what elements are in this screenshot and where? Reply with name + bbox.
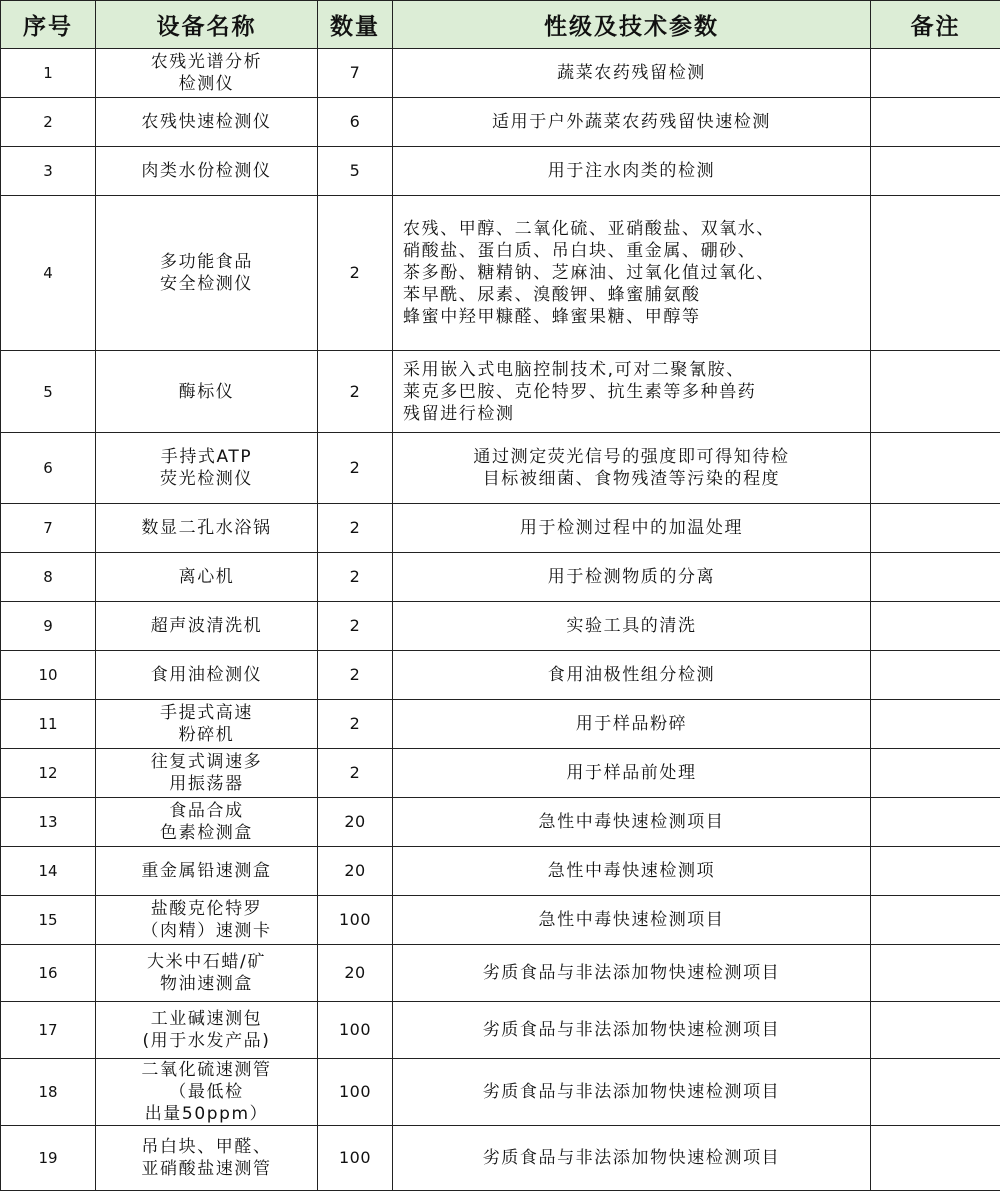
table-row <box>1 433 1000 504</box>
header-name: 设备名称 <box>96 1 318 49</box>
cell-note <box>871 49 1000 98</box>
cell-qty: 20 <box>318 847 393 896</box>
cell-no: 11 <box>1 700 96 749</box>
cell-qty: 2 <box>318 433 393 504</box>
cell-params: 农残、甲醇、二氧化硫、亚硝酸盐、双氧水、 硝酸盐、蛋白质、吊白块、重金属、硼砂、 茶多酚、糖精钠、芝麻油、过氧化值过氧化、 苯早酰、尿素、溴酸钾、蜂蜜脯氨酸 蜂蜜中羟甲糠醛、蜂蜜果糖、甲醇等 <box>393 196 871 351</box>
cell-name: 食用油检测仪 <box>96 651 318 700</box>
cell-name: 农残快速检测仪 <box>96 98 318 147</box>
cell-params: 急性中毒快速检测项目 <box>393 798 871 847</box>
table-row <box>1 700 1000 749</box>
cell-qty: 6 <box>318 98 393 147</box>
table-row <box>1 749 1000 798</box>
cell-note <box>871 351 1000 433</box>
cell-qty: 2 <box>318 602 393 651</box>
cell-name: 大米中石蜡/矿 物油速测盒 <box>96 945 318 1002</box>
cell-params: 蔬菜农药残留检测 <box>393 49 871 98</box>
cell-qty: 100 <box>318 1126 393 1191</box>
cell-no: 9 <box>1 602 96 651</box>
cell-name: 重金属铅速测盒 <box>96 847 318 896</box>
table-row <box>1 98 1000 147</box>
cell-no: 12 <box>1 749 96 798</box>
cell-params: 用于检测过程中的加温处理 <box>393 504 871 553</box>
cell-no: 13 <box>1 798 96 847</box>
cell-no: 4 <box>1 196 96 351</box>
table-row <box>1 1059 1000 1126</box>
table-row <box>1 896 1000 945</box>
cell-name: 手持式ATP 荧光检测仪 <box>96 433 318 504</box>
cell-note <box>871 651 1000 700</box>
cell-params: 急性中毒快速检测项 <box>393 847 871 896</box>
cell-params: 劣质食品与非法添加物快速检测项目 <box>393 1126 871 1191</box>
table-row <box>1 351 1000 433</box>
cell-name: 肉类水份检测仪 <box>96 147 318 196</box>
cell-qty: 100 <box>318 1002 393 1059</box>
table-row <box>1 1002 1000 1059</box>
cell-qty: 5 <box>318 147 393 196</box>
cell-note <box>871 896 1000 945</box>
table-row <box>1 553 1000 602</box>
cell-no: 3 <box>1 147 96 196</box>
cell-no: 16 <box>1 945 96 1002</box>
cell-qty: 2 <box>318 700 393 749</box>
cell-name: 多功能食品 安全检测仪 <box>96 196 318 351</box>
cell-no: 19 <box>1 1126 96 1191</box>
cell-params: 劣质食品与非法添加物快速检测项目 <box>393 945 871 1002</box>
cell-note <box>871 433 1000 504</box>
cell-name: 工业碱速测包 (用于水发产品) <box>96 1002 318 1059</box>
cell-params: 用于样品粉碎 <box>393 700 871 749</box>
cell-note <box>871 504 1000 553</box>
cell-params: 食用油极性组分检测 <box>393 651 871 700</box>
cell-qty: 2 <box>318 553 393 602</box>
cell-note <box>871 147 1000 196</box>
cell-no: 10 <box>1 651 96 700</box>
table-row <box>1 147 1000 196</box>
table-row <box>1 847 1000 896</box>
cell-no: 7 <box>1 504 96 553</box>
cell-params: 适用于户外蔬菜农药残留快速检测 <box>393 98 871 147</box>
cell-params: 用于注水肉类的检测 <box>393 147 871 196</box>
cell-params: 用于检测物质的分离 <box>393 553 871 602</box>
cell-no: 5 <box>1 351 96 433</box>
table-row <box>1 1126 1000 1191</box>
cell-no: 6 <box>1 433 96 504</box>
cell-name: 手提式高速 粉碎机 <box>96 700 318 749</box>
cell-name: 往复式调速多 用振荡器 <box>96 749 318 798</box>
cell-name: 数显二孔水浴锅 <box>96 504 318 553</box>
cell-params: 劣质食品与非法添加物快速检测项目 <box>393 1059 871 1126</box>
cell-name: 吊白块、甲醛、 亚硝酸盐速测管 <box>96 1126 318 1191</box>
cell-note <box>871 749 1000 798</box>
header-qty: 数量 <box>318 1 393 49</box>
table-row <box>1 602 1000 651</box>
table-row <box>1 798 1000 847</box>
table-row <box>1 196 1000 351</box>
cell-qty: 20 <box>318 798 393 847</box>
cell-name: 食品合成 色素检测盒 <box>96 798 318 847</box>
cell-name: 农残光谱分析 检测仪 <box>96 49 318 98</box>
cell-no: 15 <box>1 896 96 945</box>
cell-note <box>871 1126 1000 1191</box>
cell-no: 18 <box>1 1059 96 1126</box>
header-no: 序号 <box>1 1 96 49</box>
table-row <box>1 504 1000 553</box>
table-row <box>1 49 1000 98</box>
cell-note <box>871 945 1000 1002</box>
header-params: 性级及技术参数 <box>393 1 871 49</box>
cell-note <box>871 553 1000 602</box>
cell-qty: 2 <box>318 196 393 351</box>
cell-note <box>871 847 1000 896</box>
cell-no: 17 <box>1 1002 96 1059</box>
cell-qty: 100 <box>318 896 393 945</box>
cell-name: 二氧化硫速测管 （最低检 出量50ppm） <box>96 1059 318 1126</box>
cell-params: 急性中毒快速检测项目 <box>393 896 871 945</box>
cell-qty: 100 <box>318 1059 393 1126</box>
cell-params: 采用嵌入式电脑控制技术,可对二聚氰胺、 莱克多巴胺、克伦特罗、抗生素等多种兽药 残留进行检测 <box>393 351 871 433</box>
cell-params: 通过测定荧光信号的强度即可得知待检 目标被细菌、食物残渣等污染的程度 <box>393 433 871 504</box>
cell-no: 14 <box>1 847 96 896</box>
cell-name: 酶标仪 <box>96 351 318 433</box>
cell-qty: 2 <box>318 749 393 798</box>
cell-qty: 2 <box>318 351 393 433</box>
table-row <box>1 945 1000 1002</box>
cell-note <box>871 602 1000 651</box>
table-row <box>1 651 1000 700</box>
cell-qty: 20 <box>318 945 393 1002</box>
cell-params: 用于样品前处理 <box>393 749 871 798</box>
cell-params: 实验工具的清洗 <box>393 602 871 651</box>
cell-note <box>871 1002 1000 1059</box>
cell-note <box>871 798 1000 847</box>
cell-qty: 7 <box>318 49 393 98</box>
cell-qty: 2 <box>318 504 393 553</box>
cell-note <box>871 700 1000 749</box>
cell-note <box>871 1059 1000 1126</box>
header-note: 备注 <box>871 1 1000 49</box>
cell-name: 超声波清洗机 <box>96 602 318 651</box>
cell-no: 2 <box>1 98 96 147</box>
cell-name: 盐酸克伦特罗 （肉精）速测卡 <box>96 896 318 945</box>
cell-no: 1 <box>1 49 96 98</box>
cell-name: 离心机 <box>96 553 318 602</box>
cell-note <box>871 196 1000 351</box>
cell-note <box>871 98 1000 147</box>
cell-no: 8 <box>1 553 96 602</box>
cell-params: 劣质食品与非法添加物快速检测项目 <box>393 1002 871 1059</box>
header-row <box>1 1 1000 49</box>
cell-qty: 2 <box>318 651 393 700</box>
